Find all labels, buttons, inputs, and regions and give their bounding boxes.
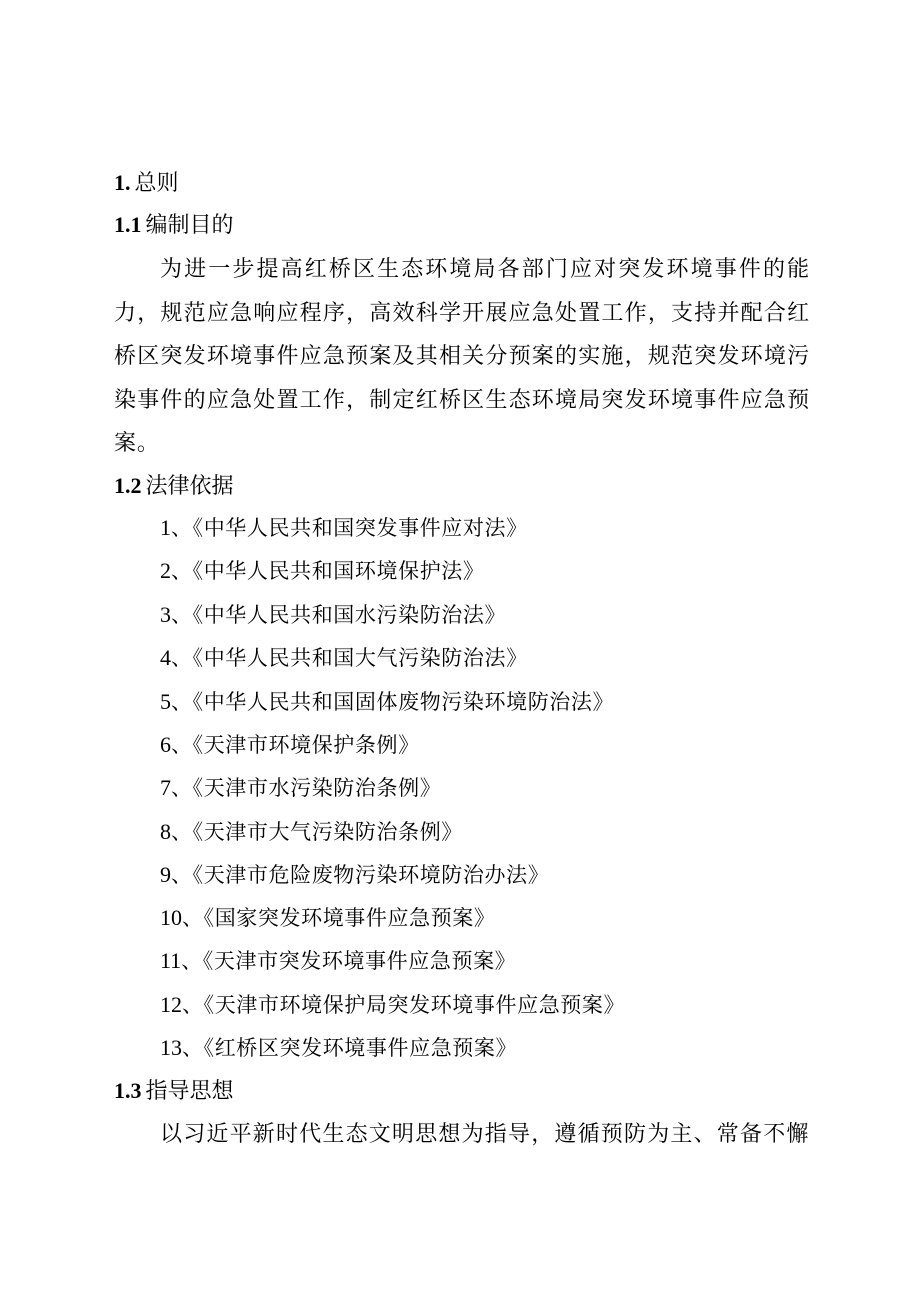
purpose-paragraph: 为进一步提高红桥区生态环境局各部门应对突发环境事件的能力，规范应急响应程序，高效科学开展应急处置工作，支持并配合红桥区突发环境事件应急预案及其相关分预案的实施，规范突发环境污染事件的应急处置工作，制定红桥区生态环境局突发环境事件应急预案。 [114,257,810,456]
law-item: 13、《红桥区突发环境事件应急预案》 [160,1035,518,1060]
law-item: 3、《中华人民共和国水污染防治法》 [160,602,507,627]
section-title: 法律依据 [145,474,234,499]
section-number: 1.3 [114,1078,142,1103]
law-item: 9、《天津市危险废物污染环境防治办法》 [160,862,550,887]
law-item: 10、《国家突发环境事件应急预案》 [160,905,496,930]
section-title: 编制目的 [145,213,234,238]
law-item: 5、《中华人民共和国固体废物污染环境防治法》 [160,689,615,714]
section-title: 总则 [134,171,179,196]
law-item: 1、《中华人民共和国突发事件应对法》 [160,515,528,540]
law-item: 8、《天津市大气污染防治条例》 [160,819,463,844]
law-item: 2、《中华人民共和国环境保护法》 [160,558,485,583]
law-item: 4、《中华人民共和国大气污染防治法》 [160,645,528,670]
section-heading-1-1 [114,210,234,241]
law-item: 6、《天津市环境保护条例》 [160,732,420,757]
guiding-thought-paragraph: 以习近平新时代生态文明思想为指导，遵循预防为主、常备不懈 [160,1122,810,1147]
section-heading-1 [114,168,179,199]
section-number: 1.2 [114,473,142,498]
law-item: 11、《天津市突发环境事件应急预案》 [160,948,517,973]
section-heading-1-3 [114,1076,234,1107]
law-item: 12、《天津市环境保护局突发环境事件应急预案》 [160,992,626,1017]
law-item: 7、《天津市水污染防治条例》 [160,775,442,800]
section-title: 指导思想 [145,1079,234,1104]
section-heading-1-2 [114,471,234,502]
section-number: 1.1 [114,212,142,237]
section-number: 1. [114,170,131,195]
